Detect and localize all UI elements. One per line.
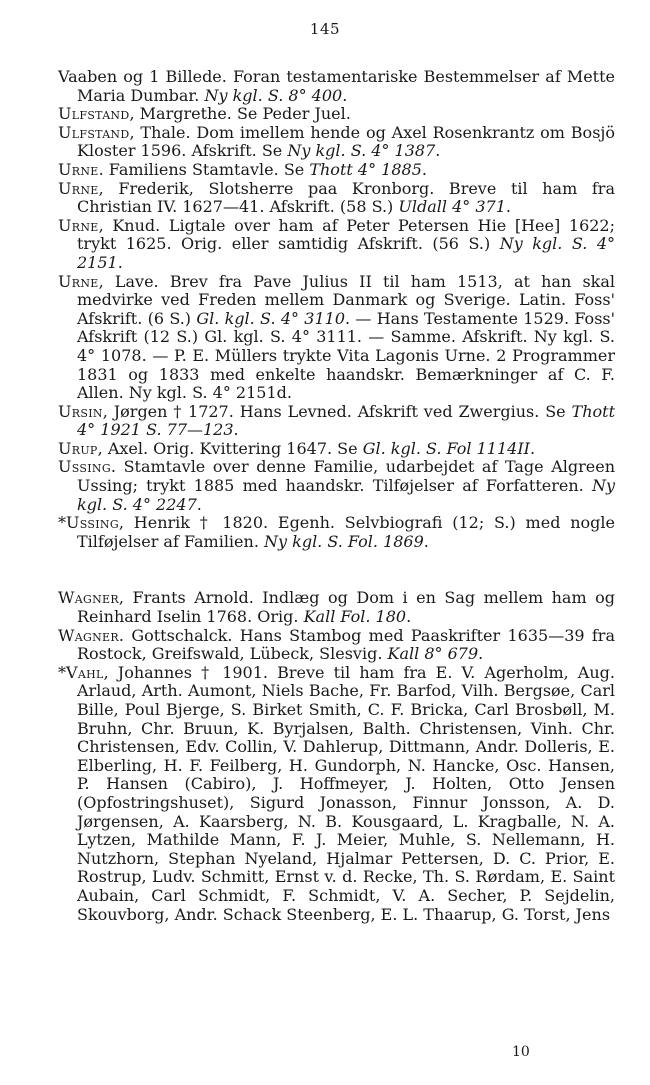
index-text [58, 68, 615, 924]
index-entry: Vaaben og 1 Billede. Foran testamentariske Bestemmelser af Mette Maria Dumbar. Ny kgl. S. 8° 400. [58, 67, 615, 105]
page-number: 145 [309, 20, 341, 38]
index-entry: Urne, Knud. Ligtale over ham af Peter Petersen Hie [Hee] 1622; trykt 1625. Orig. eller samtidig Afskrift. (56 S.) Ny kgl. S. 4° 2151. [58, 215, 616, 272]
entry-list-u [58, 68, 615, 551]
index-entry: Wagner, Frants Arnold. Indlæg og Dom i en Sag mellem ham og Reinhard Iselin 1768. Orig. Kall Fol. 180. [58, 588, 615, 627]
shelfmark: Thott 4° 1885 [309, 159, 422, 179]
entry-list-w [58, 589, 615, 924]
entry-name: Wagner [58, 588, 119, 608]
shelfmark: Gl. kgl. S. Fol 1114II [362, 438, 530, 458]
shelfmark: Thott 4° 1921 S. 77—123 [77, 401, 615, 440]
shelfmark: Uldall 4° 371 [398, 197, 506, 217]
index-entry: Urup, Axel. Orig. Kvittering 1647. Se Gl. kgl. S. Fol 1114II. [58, 438, 536, 458]
shelfmark: Kall 8° 679 [387, 644, 479, 664]
entry-name: Ursin [58, 401, 103, 421]
index-entry: *Vahl, Johannes † 1901. Breve til ham fra E. V. Agerholm, Aug. Arlaud, Arth. Aumont, Niels Bache, Fr. Barfod, Vilh. Bergsøe, Carl Bille, Poul Bjerge, S. Birket Smith, C. F. Bricka, Carl Brosbøll, M. Bruhn, Chr. Bruun, K. Byrjalsen, Balth. Christensen, Vinh. Chr. Christensen, Edv. Collin, V. Dahlerup, Dittmann, Andr. Dolleris, E. Elberling, H. F. Feilberg, H. Gundorph, N. Hancke, Osc. Hansen, P. Hansen (Cabiro), J. Hoffmeyer, J. Holten, Otto Jensen (Opfostringshuset), Sigurd Jonasson, Finnur Jonsson, A. D. Jørgensen, A. Kaarsberg, N. B. Kousgaard, L. Kragballe, N. A. Lytzen, Mathilde Mann, F. J. Meier, Muhle, S. Nellemann, H. Nutzhorn, Stephan Nyeland, Hjalmar Pettersen, D. C. Prior, E. Rostrup, Ludv. Schmitt, Ernst v. d. Recke, Th. S. Rørdam, E. Saint Aubain, Carl Schmidt, F. Schmidt, V. A. Secher, P. Sejdelin, Skouvborg, Andr. Schack Steenberg, E. L. Thaarup, G. Torst, Jens [58, 662, 615, 924]
section-gap [58, 551, 615, 589]
entry-name: Ussing [58, 457, 111, 477]
shelfmark: Kall Fol. 180 [303, 607, 407, 627]
index-entry: Ulfstand, Thale. Dom imellem hende og Axel Rosenkrantz om Bosjö Kloster 1596. Afskrift. Se Ny kgl. S. 4° 1387. [58, 122, 615, 161]
entry-name: Ulfstand [58, 122, 130, 142]
entry-name: Urup [58, 438, 98, 458]
index-entry: Urne, Lave. Brev fra Pave Julius II til ham 1513, at han skal medvirke ved Freden mellem Danmark og Sverige. Latin. Foss' Afskrift. (6 S.) Gl. kgl. S. 4° 3110. — Hans Testamente 1529. Foss' Afskrift (12 S.) Gl. kgl. S. 4° 3111. — Samme. Afskrift. Ny kgl. S. 4° 1078. — P. E. Müllers trykte Vita Lagonis Urne. 2 Programmer 1831 og 1833 med enkelte haandskr. Bemærkninger af C. F. Allen. Ny kgl. S. 4° 2151d. [58, 271, 616, 403]
index-entry: Ursin, Jørgen † 1727. Hans Levned. Afskrift ved Zwergius. Se Thott 4° 1921 S. 77—123. [58, 401, 615, 440]
entry-name: Wagner [58, 625, 119, 645]
shelfmark: Gl. kgl. S. 4° 3110 [196, 308, 346, 328]
entry-name: Urne [58, 215, 99, 235]
shelfmark: Ny kgl. S. Fol. 1869 [264, 531, 424, 551]
shelfmark: Ny kgl. S. 8° 400 [204, 85, 343, 105]
entry-name: Ussing [66, 513, 119, 533]
index-entry: Urne, Frederik, Slotsherre paa Kronborg. Breve til ham fra Christian IV. 1627—41. Afskrift. (58 S.) Uldall 4° 371. [58, 178, 615, 217]
index-entry: Ulfstand, Margrethe. Se Peder Juel. [58, 104, 351, 124]
index-entry: Wagner. Gottschalck. Hans Stambog med Paaskrifter 1635—39 fra Rostock, Greifswald, Lübeck, Slesvig. Kall 8° 679. [58, 625, 615, 664]
signature-mark: 10 [512, 1044, 530, 1060]
shelfmark: Ny kgl. S. 4° 1387 [287, 141, 436, 161]
index-entry: *Ussing, Henrik † 1820. Egenh. Selvbiografi (12; S.) med nogle Tilføjelser af Familien. Ny kgl. S. Fol. 1869. [58, 513, 615, 551]
entry-name: Vahl [66, 662, 104, 682]
entry-name: Ulfstand [58, 104, 130, 124]
shelfmark: Ny kgl. S. 4° 2151 [77, 234, 616, 272]
entry-name: Urne [58, 159, 99, 179]
index-entry: Ussing. Stamtavle over denne Familie, udarbejdet af Tage Algreen Ussing; trykt 1885 med haandskr. Tilføjelser af Forfatteren. Ny kgl. S. 4° 2247. [58, 457, 615, 514]
shelfmark: Ny kgl. S. 4° 2247 [77, 476, 615, 514]
entry-name: Urne [58, 271, 99, 291]
entry-name: Urne [58, 178, 99, 198]
index-entry: Urne. Familiens Stamtavle. Se Thott 4° 1885. [58, 159, 427, 179]
